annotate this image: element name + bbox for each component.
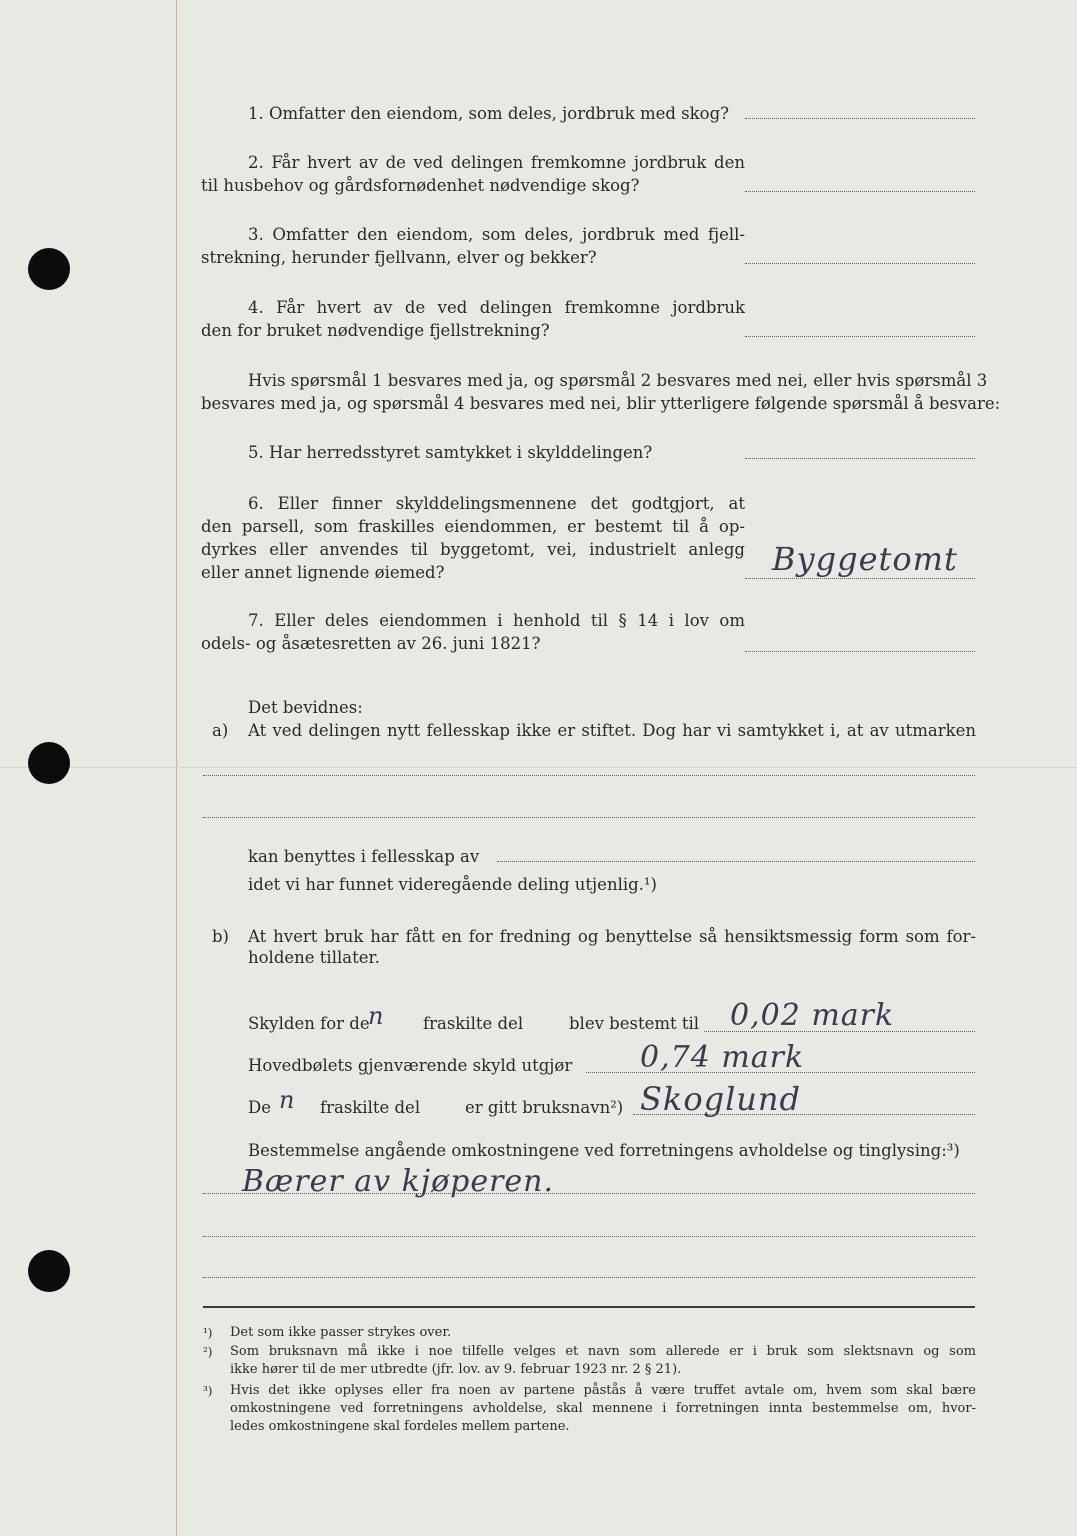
question-4-line-2: den for bruket nødvendige fjellstrekning?: [201, 321, 550, 340]
navn-label-2: fraskilte del: [320, 1098, 421, 1117]
item-b-line-2: holdene tillater.: [248, 948, 380, 967]
fold-line: [0, 767, 1077, 768]
further-division-text: idet vi har funnet videregående deling utjenlig.¹): [248, 875, 657, 894]
navn-label-3: er gitt bruksnavn²): [465, 1098, 624, 1117]
answer-line-1: [745, 118, 975, 119]
question-5: 5. Har herredsstyret samtykket i skylddelingen?: [248, 443, 653, 462]
certify-heading: Det bevidnes:: [248, 698, 363, 717]
question-7-line-1: 7. Eller deles eiendommen i henhold til § 14 i lov om: [248, 611, 745, 630]
cost-value: Bærer av kjøperen.: [242, 1164, 555, 1199]
navn-value: Skoglund: [640, 1080, 801, 1118]
skyld-label-1: Skylden for de: [248, 1014, 370, 1033]
answer-line-7: [745, 651, 975, 652]
question-2-line-1: 2. Får hvert av de ved delingen fremkomne jordbruk den: [248, 153, 745, 172]
margin-line: [176, 0, 177, 1536]
hoved-value: 0,74 mark: [640, 1040, 805, 1075]
hoved-label: Hovedbølets gjenværende skyld utgjør: [248, 1056, 573, 1075]
skyld-label-3: blev bestemt til: [569, 1014, 700, 1033]
instruction-line-2: besvares med ja, og spørsmål 4 besvares med nei, blir ytterligere følgende spørsmål å besvare:: [201, 394, 1001, 413]
item-b-label: b): [212, 927, 229, 946]
skyld-value: 0,02 mark: [730, 998, 895, 1033]
punch-hole-bottom: [28, 1250, 70, 1292]
question-7-line-2: odels- og åsætesretten av 26. juni 1821?: [201, 634, 541, 653]
question-3-line-1: 3. Omfatter den eiendom, som deles, jordbruk med fjell-: [248, 225, 745, 244]
question-3-line-2: strekning, herunder fjellvann, elver og bekker?: [201, 248, 597, 267]
skyld-label-2: fraskilte del: [423, 1014, 524, 1033]
question-6-line-2: den parsell, som fraskilles eiendommen, er bestemt til å op-: [201, 517, 745, 536]
question-6-line-3: dyrkes eller anvendes til byggetomt, vei, industrielt anlegg: [201, 540, 745, 559]
footnote-1-text: Det som ikke passer strykes over.: [230, 1325, 452, 1340]
question-6-line-1: 6. Eller finner skylddelingsmennene det godtgjort, at: [248, 494, 745, 513]
answer-line-4: [745, 336, 975, 337]
handwritten-answer-6: Byggetomt: [772, 540, 958, 578]
navn-label-1: De: [248, 1098, 271, 1117]
cost-label: Bestemmelse angående omkostningene ved forretningens avholdelse og tinglysing:³): [248, 1141, 960, 1160]
instruction-line-1: Hvis spørsmål 1 besvares med ja, og spørsmål 2 besvares med nei, eller hvis spørsmål 3: [248, 371, 988, 390]
footnote-3-number: ³): [203, 1384, 213, 1398]
answer-line-3: [745, 263, 975, 264]
skyld-handwritten-suffix: n: [368, 1002, 385, 1030]
cost-line-2: [203, 1236, 975, 1237]
answer-line-2: [745, 191, 975, 192]
fill-line-a-1: [203, 775, 975, 776]
footnote-1-number: ¹): [203, 1326, 213, 1340]
cost-line-3: [203, 1277, 975, 1278]
navn-handwritten-suffix: n: [279, 1086, 296, 1114]
fill-line-a-2: [203, 817, 975, 818]
question-4-line-1: 4. Får hvert av de ved delingen fremkomne jordbruk: [248, 298, 745, 317]
shared-use-label: kan benyttes i fellesskap av: [248, 847, 480, 866]
punch-hole-middle: [28, 742, 70, 784]
question-1: 1. Omfatter den eiendom, som deles, jordbruk med skog?: [248, 104, 729, 123]
answer-line-6: [745, 578, 975, 579]
footnote-3-text-2: omkostningene ved forretningens avholdelse, skal mennene i forretningen innta bestemmelse om, hvor-: [230, 1401, 976, 1416]
item-b-line-1: At hvert bruk har fått en for fredning og benyttelse så hensiktsmessig form som for-: [248, 927, 976, 946]
footnote-2-number: ²): [203, 1345, 213, 1359]
shared-use-line: [497, 861, 975, 862]
item-a-label: a): [212, 721, 229, 740]
footnote-2-text-1: Som bruksnavn må ikke i noe tilfelle velges et navn som allerede er i bruk som slektsnavn og som: [230, 1344, 976, 1359]
footnote-2-text-2: ikke hører til de mer utbredte (jfr. lov. av 9. februar 1923 nr. 2 § 21).: [230, 1362, 682, 1377]
item-a-text: At ved delingen nytt fellesskap ikke er stiftet. Dog har vi samtykket i, at av utmarken: [248, 721, 976, 740]
footnote-rule: [203, 1306, 975, 1308]
punch-hole-top: [28, 248, 70, 290]
question-2-line-2: til husbehov og gårdsfornødenhet nødvendige skog?: [201, 176, 640, 195]
answer-line-5: [745, 458, 975, 459]
footnote-3-text-3: ledes omkostningene skal fordeles mellem partene.: [230, 1419, 570, 1434]
question-6-line-4: eller annet lignende øiemed?: [201, 563, 445, 582]
footnote-3-text-1: Hvis det ikke oplyses eller fra noen av partene påstås å være truffet avtale om, hvem som skal bære: [230, 1383, 976, 1398]
